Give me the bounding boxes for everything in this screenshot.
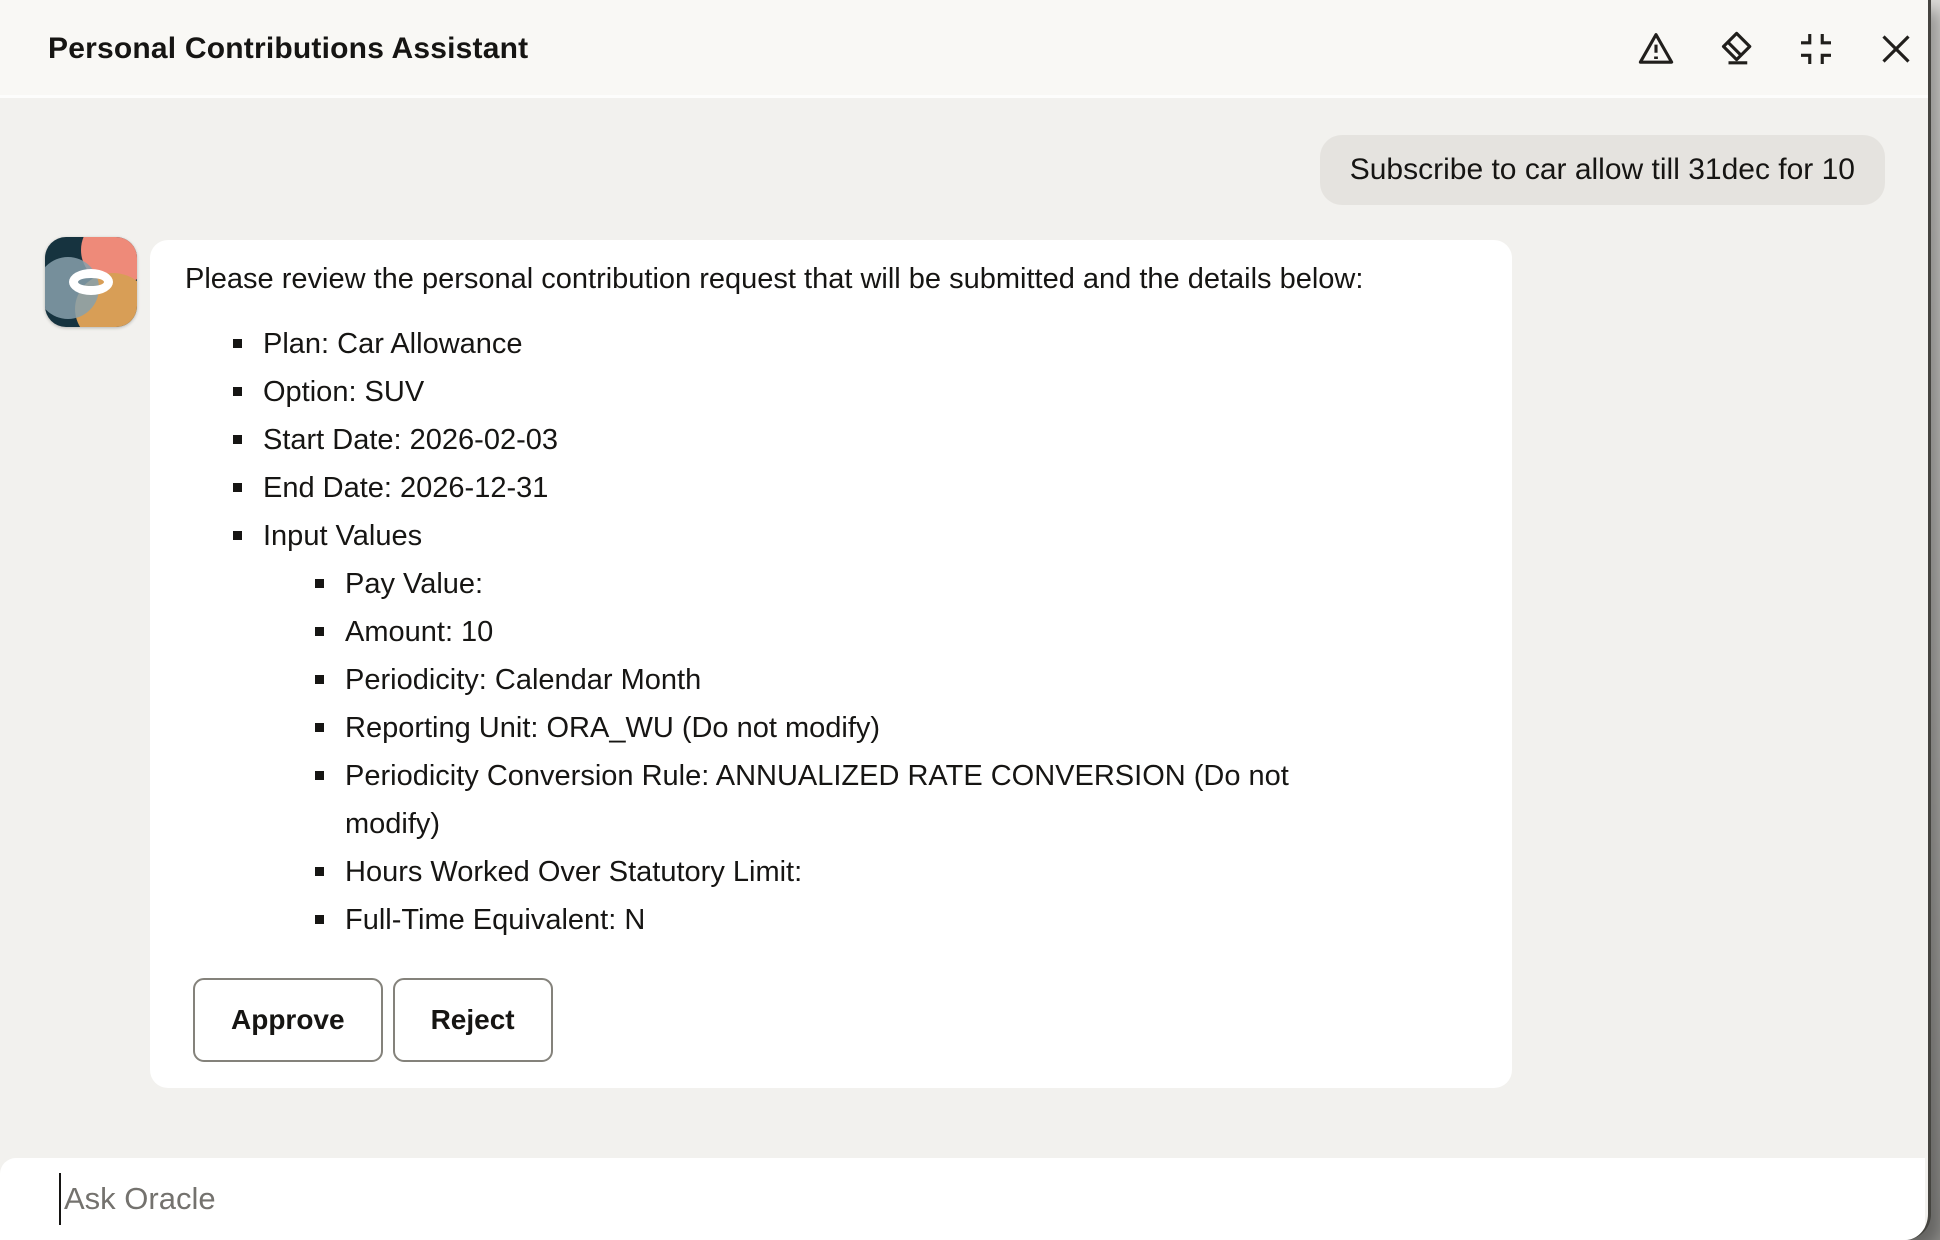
collapse-button[interactable] (1794, 27, 1838, 71)
header-actions (1634, 0, 1918, 98)
list-item-hours-worked: Hours Worked Over Statutory Limit: (315, 848, 1325, 896)
approve-button[interactable]: Approve (193, 978, 383, 1062)
contribution-details-list (185, 320, 1477, 944)
list-item-pay-value: Pay Value: (315, 560, 1325, 608)
user-message-bubble: Subscribe to car allow till 31dec for 10 (1320, 135, 1885, 205)
close-button[interactable] (1874, 27, 1918, 71)
list-item-end-date: End Date: 2026-12-31 (233, 464, 1477, 512)
action-buttons-row (193, 978, 1477, 1062)
window-title: Personal Contributions Assistant (48, 32, 529, 65)
list-item-conversion-rule: Periodicity Conversion Rule: ANNUALIZED RATE CONVERSION (Do not modify) (315, 752, 1325, 848)
chat-scroll-area[interactable] (0, 101, 1925, 1158)
clear-conversation-button[interactable] (1714, 27, 1758, 71)
close-icon (1876, 29, 1916, 69)
input-values-label: Input Values (263, 520, 423, 552)
list-item-plan: Plan: Car Allowance (233, 320, 1477, 368)
list-item-periodicity: Periodicity: Calendar Month (315, 656, 1325, 704)
alerts-button[interactable] (1634, 27, 1678, 71)
list-item-full-time-equivalent: Full-Time Equivalent: N (315, 896, 1325, 944)
oracle-assistant-avatar (45, 237, 137, 327)
ask-oracle-input[interactable] (62, 1158, 1462, 1240)
message-composer (0, 1158, 1925, 1240)
assistant-intro-text: Please review the personal contribution request that will be submitted and the details below: (185, 263, 1364, 295)
oracle-logo-ring (69, 269, 113, 295)
window-header (0, 0, 1928, 98)
input-values-list (263, 560, 1477, 944)
reject-button[interactable]: Reject (393, 978, 553, 1062)
list-item-start-date: Start Date: 2026-02-03 (233, 416, 1477, 464)
eraser-icon (1716, 29, 1756, 69)
list-item-input-values (233, 512, 1477, 944)
list-item-reporting-unit: Reporting Unit: ORA_WU (Do not modify) (315, 704, 1325, 752)
list-item-amount: Amount: 10 (315, 608, 1325, 656)
list-item-option: Option: SUV (233, 368, 1477, 416)
collapse-icon (1796, 29, 1836, 69)
warning-icon (1636, 29, 1676, 69)
text-cursor (59, 1173, 61, 1225)
assistant-message-card (150, 240, 1512, 1088)
